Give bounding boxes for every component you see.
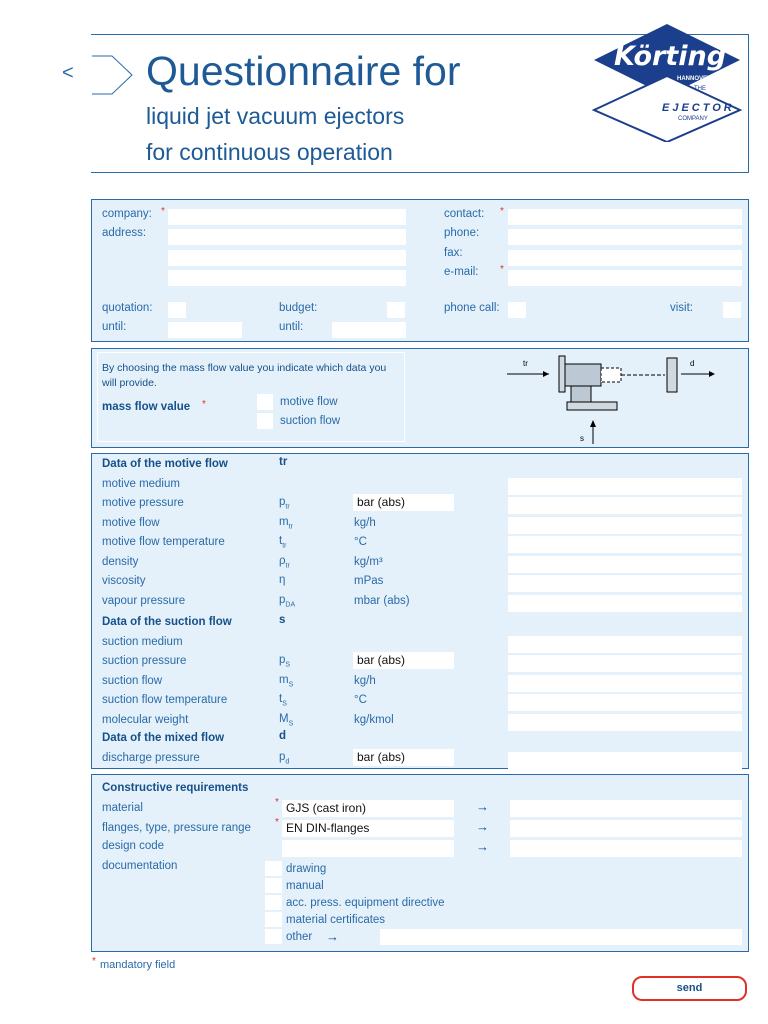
documentation-option: manual (286, 880, 324, 892)
row-input[interactable] (508, 636, 742, 653)
suction-symbol: s (279, 614, 286, 626)
until-label-1: until: (102, 321, 127, 333)
row-input[interactable] (508, 694, 742, 711)
documentation-checkbox[interactable] (265, 861, 282, 876)
row-label: viscosity (102, 575, 146, 587)
mixed-heading: Data of the mixed flow (102, 732, 225, 744)
row-unit: °C (354, 536, 367, 548)
row-unit: mPas (354, 575, 384, 587)
motive-symbol: tr (279, 456, 288, 468)
other-doc-field[interactable] (380, 929, 742, 945)
email-field[interactable] (508, 270, 742, 286)
row-input[interactable] (508, 478, 742, 495)
mass-flow-intro: By choosing the mass flow value you indicate which data you will provide. (102, 362, 387, 389)
material-label: material (102, 802, 143, 814)
design-code-field[interactable] (282, 840, 454, 857)
quotation-label: quotation: (102, 302, 153, 314)
row-label: suction medium (102, 635, 183, 648)
row-label: motive medium (102, 477, 180, 490)
row-symbol: $m_{tr}$ (279, 515, 293, 530)
address-field-3[interactable] (168, 270, 406, 286)
suction-flow-option: suction flow (280, 415, 341, 427)
contact-label: contact: (444, 208, 485, 220)
required-star: * (92, 956, 96, 967)
company-label: company: (102, 208, 152, 220)
row-unit: mbar (abs) (354, 594, 410, 607)
budget-label: budget: (279, 302, 318, 314)
mixed-symbol: d (279, 730, 287, 742)
quotation-checkbox[interactable] (168, 302, 186, 318)
row-unit: kg/h (354, 516, 376, 529)
documentation-option: material certificates (286, 914, 386, 926)
row-symbol: $p_{DA}$ (279, 593, 296, 608)
row-symbol: η (279, 574, 286, 586)
row-input[interactable] (508, 655, 742, 672)
row-symbol: $t_{tr}$ (279, 535, 287, 550)
row-input[interactable] (508, 675, 742, 692)
row-symbol: $p_d$ (279, 750, 290, 765)
documentation-checkbox[interactable] (265, 895, 282, 910)
row-symbol: $\rho_{tr}$ (279, 554, 290, 569)
design-code-arrow-icon: → (476, 839, 489, 854)
row-label: density (102, 555, 139, 568)
required-star: * (500, 206, 504, 217)
phone-call-checkbox[interactable] (508, 302, 526, 318)
row-label: suction flow temperature (102, 694, 228, 706)
suction-heading: Data of the suction flow (102, 616, 232, 628)
row-label: suction pressure (102, 655, 187, 667)
company-field[interactable] (168, 209, 406, 225)
mandatory-note: mandatory field (100, 959, 176, 971)
phone-call-label: phone call: (444, 302, 500, 314)
other-arrow-icon: → (326, 929, 339, 944)
row-input[interactable] (508, 497, 742, 514)
address-field-1[interactable] (168, 229, 406, 245)
row-label: suction flow (102, 674, 163, 687)
required-star: * (275, 797, 279, 808)
motive-heading: Data of the motive flow (102, 458, 228, 470)
visit-checkbox[interactable] (723, 302, 741, 318)
subtitle-line-2: for continuous operation (146, 139, 393, 165)
required-star: * (500, 264, 504, 275)
budget-checkbox[interactable] (387, 302, 405, 318)
until-label-2: until: (279, 321, 304, 333)
flanges-arrow-icon: → (476, 819, 489, 834)
phone-field[interactable] (508, 229, 742, 245)
row-unit: kg/h (354, 674, 376, 687)
row-input[interactable] (508, 556, 742, 573)
motive-flow-option: motive flow (280, 396, 338, 408)
row-label: motive flow (102, 516, 160, 529)
row-unit: kg/kmol (354, 713, 394, 726)
flanges-value[interactable]: EN DIN-flanges (282, 820, 454, 837)
unit-value-field[interactable]: bar (abs) (353, 494, 454, 511)
documentation-checkbox[interactable] (265, 912, 282, 927)
row-input[interactable] (508, 536, 742, 553)
address-field-2[interactable] (168, 250, 406, 266)
email-label: e-mail: (444, 266, 479, 278)
material-value[interactable]: GJS (cast iron) (282, 800, 454, 817)
quotation-until-field[interactable] (168, 322, 242, 338)
required-star: * (275, 817, 279, 828)
row-input[interactable] (508, 714, 742, 731)
row-label: discharge pressure (102, 751, 200, 764)
constructive-heading: Constructive requirements (102, 782, 249, 794)
design-code-other-field[interactable] (510, 840, 742, 857)
documentation-checkbox[interactable] (265, 878, 282, 893)
documentation-option: acc. press. equipment directive (286, 897, 445, 909)
row-input[interactable] (508, 575, 742, 592)
subtitle-line-1: liquid jet vacuum ejectors (146, 103, 405, 129)
documentation-option: other (286, 931, 313, 943)
send-button[interactable]: send (632, 976, 747, 1001)
material-arrow-icon: → (476, 799, 489, 814)
motive-flow-checkbox[interactable] (257, 394, 273, 410)
design-code-label: design code (102, 840, 165, 852)
visit-label: visit: (670, 302, 693, 314)
material-other-field[interactable] (510, 800, 742, 817)
row-symbol: $p_S$ (279, 654, 291, 669)
mass-flow-label: mass flow value (102, 401, 191, 413)
row-label: motive pressure (102, 497, 184, 509)
row-unit: °C (354, 694, 367, 706)
address-label: address: (102, 227, 147, 239)
row-symbol: $m_S$ (279, 673, 294, 688)
documentation-option: drawing (286, 863, 327, 875)
fax-field[interactable] (508, 250, 742, 266)
row-symbol: $t_S$ (279, 693, 287, 708)
phone-label: phone: (444, 227, 480, 239)
ejector-diagram: tr d s (505, 350, 725, 446)
fax-label: fax: (444, 247, 463, 259)
flanges-other-field[interactable] (510, 820, 742, 837)
row-unit: kg/m³ (354, 555, 383, 568)
required-star: * (202, 399, 206, 410)
documentation-label: documentation (102, 860, 178, 872)
unit-value-field[interactable]: bar (abs) (353, 749, 454, 766)
row-symbol: $p_{tr}$ (279, 496, 290, 511)
back-nav-icon[interactable]: < (62, 62, 74, 84)
row-input[interactable] (508, 517, 742, 534)
documentation-checkbox[interactable] (265, 929, 282, 944)
row-input[interactable] (508, 752, 742, 769)
required-star: * (161, 206, 165, 217)
row-label: molecular weight (102, 713, 189, 726)
budget-until-field[interactable] (332, 322, 406, 338)
row-symbol: $M_S$ (279, 712, 294, 727)
suction-flow-checkbox[interactable] (257, 413, 273, 429)
contact-field[interactable] (508, 209, 742, 225)
flanges-label: flanges, type, pressure range (102, 822, 251, 834)
row-input[interactable] (508, 595, 742, 612)
row-label: motive flow temperature (102, 536, 225, 548)
row-label: vapour pressure (102, 594, 186, 607)
korting-logo: Körting HANNOVER AG THE EJECTOR COMPANY (592, 22, 742, 142)
unit-value-field[interactable]: bar (abs) (353, 652, 454, 669)
page-title: Questionnaire for (146, 48, 461, 94)
